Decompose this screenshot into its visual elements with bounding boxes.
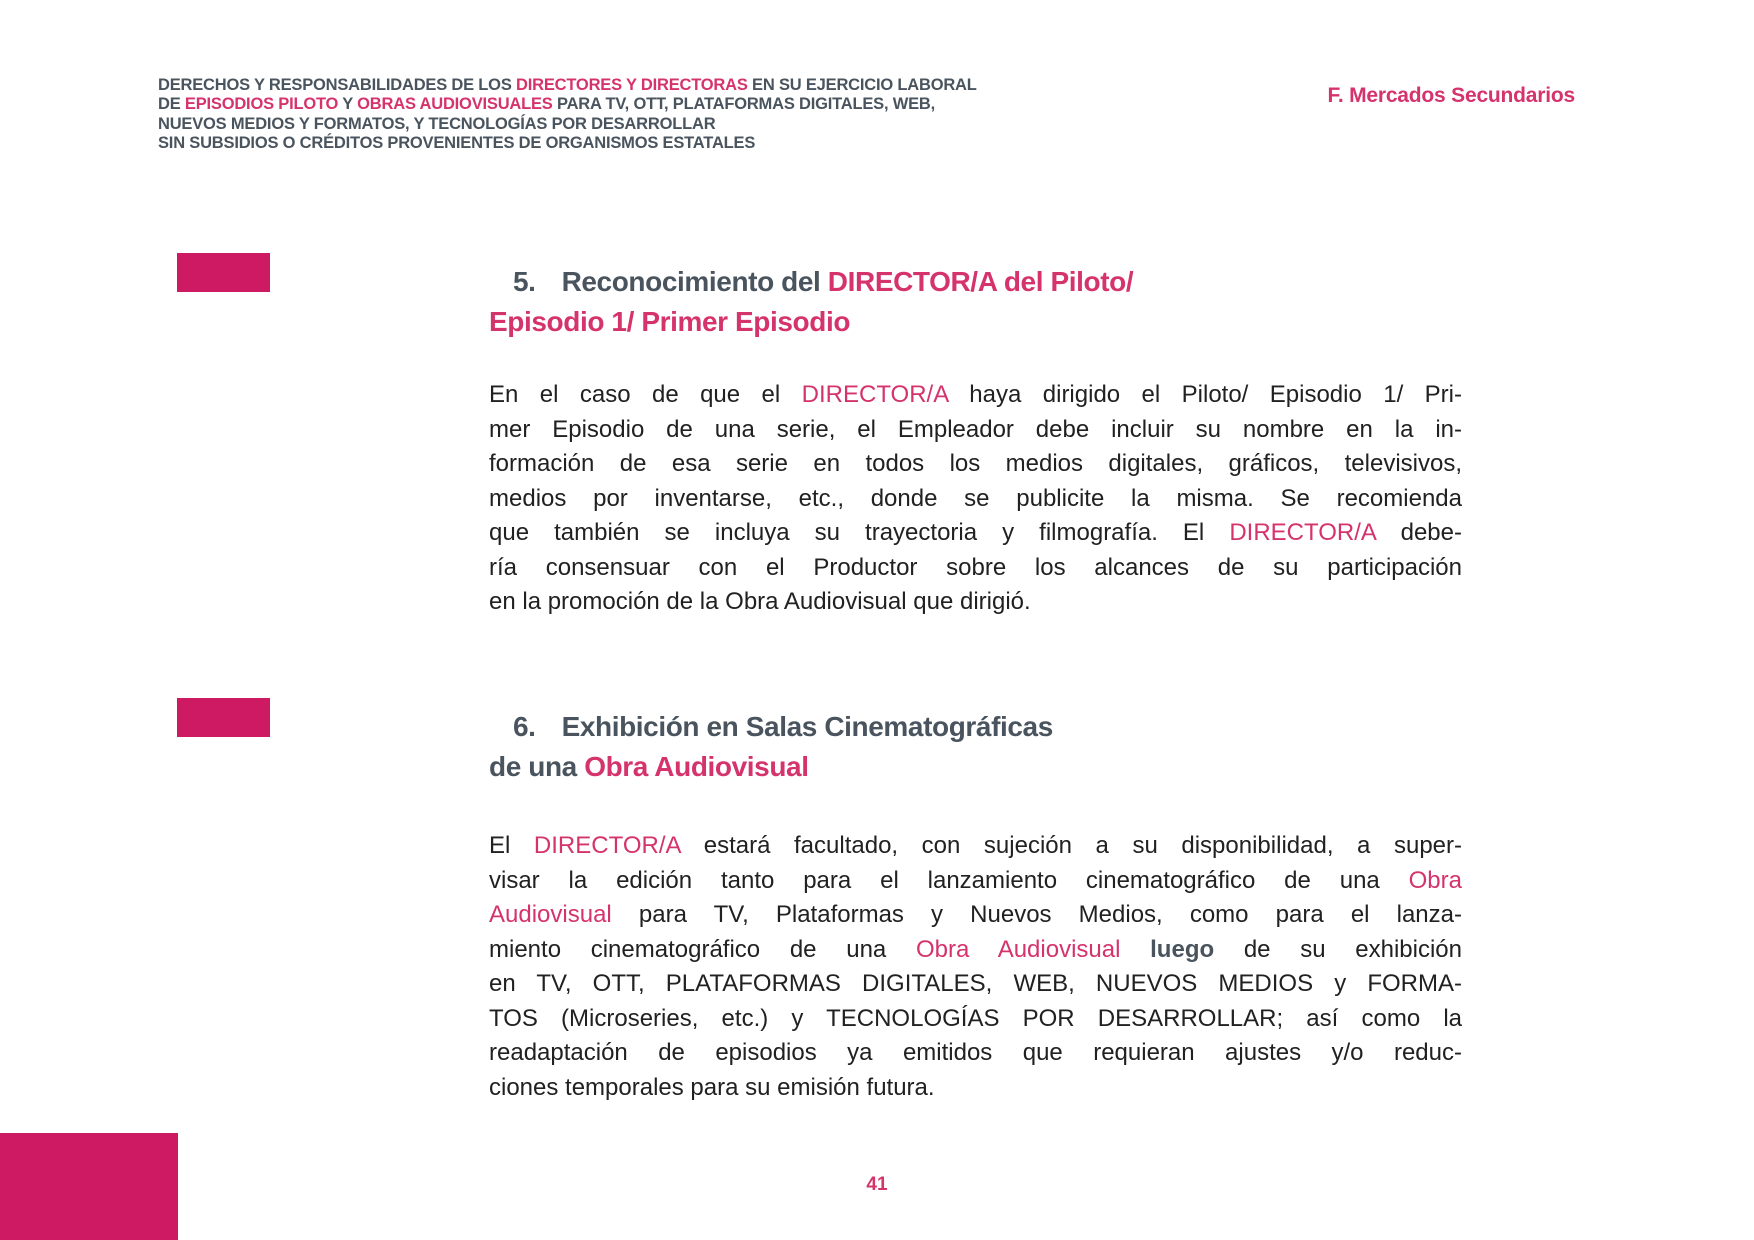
- text-line: [158, 76, 977, 95]
- text-segment: haya dirigido el Piloto/ Episodio 1/ Pri-: [947, 381, 1462, 408]
- text-line: [489, 378, 1462, 413]
- text-segment: En el caso de que el: [489, 381, 802, 408]
- text-segment: DE: [158, 95, 185, 114]
- text-segment: DERECHOS Y RESPONSABILIDADES DE LOS: [158, 76, 517, 94]
- text-segment: DIRECTOR/A del Piloto/: [827, 266, 1134, 297]
- text-segment: OBRAS AUDIOVISUALES: [357, 95, 553, 114]
- text-segment: de una: [489, 751, 585, 782]
- text-segment: formación de esa serie en todos los medios digitales, gráficos, televisivos,: [489, 450, 1462, 477]
- text-line: [489, 551, 1462, 586]
- text-line: [489, 898, 1462, 933]
- text-segment: ría consensuar con el Productor sobre los alcances de su participación: [489, 553, 1462, 581]
- text-segment: PARA TV, OTT, PLATAFORMAS DIGITALES, WEB,: [552, 95, 936, 114]
- text-line: [489, 262, 1462, 302]
- text-line: [489, 829, 1462, 864]
- text-line: [489, 1036, 1462, 1071]
- section-marker: [177, 253, 270, 292]
- text-line: [489, 302, 1462, 342]
- text-segment: estará facultado, con sujeción a su disponibilidad, a super-: [680, 832, 1463, 859]
- section-6-heading: [489, 707, 1462, 787]
- text-segment: 6.: [513, 711, 536, 742]
- text-segment: [1120, 936, 1150, 963]
- page-number: 41: [866, 1174, 888, 1195]
- text-line: [158, 115, 977, 134]
- text-segment: en TV, OTT, PLATAFORMAS DIGITALES, WEB, NUEVOS MEDIOS y FORMA-: [489, 970, 1462, 997]
- text-segment: Obra Audiovisual: [584, 751, 809, 782]
- text-segment: DIRECTOR/A: [1229, 519, 1376, 546]
- text-segment: Exhibición en Salas Cinematográficas: [561, 711, 1053, 742]
- text-segment: mer Episodio de una serie, el Empleador debe incluir su nombre en la in-: [489, 415, 1462, 443]
- text-segment: para TV, Plataformas y Nuevos Medios, como para el lanza-: [611, 901, 1462, 928]
- text-segment: Obra Audiovisual: [915, 935, 1121, 963]
- text-line: [158, 95, 977, 114]
- text-line: [489, 482, 1462, 517]
- text-line: [489, 933, 1462, 968]
- text-segment: EN SU EJERCICIO LABORAL: [747, 76, 977, 94]
- text-segment: luego: [1150, 935, 1215, 963]
- text-line: [489, 864, 1462, 899]
- text-line: [489, 707, 1462, 747]
- text-line: [489, 1071, 1462, 1106]
- text-line: [158, 134, 977, 153]
- section-marker: [177, 698, 270, 737]
- section-5-heading: [489, 262, 1462, 342]
- text-segment: ciones temporales para su emisión futura.: [489, 1073, 935, 1101]
- chapter-label: F. Mercados Secundarios: [1327, 84, 1575, 107]
- text-line: [489, 413, 1462, 448]
- text-segment: NUEVOS MEDIOS Y FORMATOS, Y TECNOLOGÍAS POR DESARROLLAR: [158, 114, 716, 133]
- text-segment: TOS (Microseries, etc.) y TECNOLOGÍAS POR DESARROLLAR; así como la: [489, 1004, 1462, 1032]
- text-segment: 5.: [513, 266, 536, 297]
- text-line: [489, 747, 1462, 787]
- text-segment: debe-: [1375, 519, 1462, 546]
- text-segment: El: [489, 832, 534, 859]
- text-segment: DIRECTOR/A: [801, 381, 948, 408]
- section-5-paragraph: [489, 378, 1462, 620]
- text-segment: miento cinematográfico de una: [489, 935, 916, 963]
- text-segment: Audiovisual: [489, 901, 612, 928]
- text-segment: visar la edición tanto para el lanzamiento cinematográfico de una: [489, 866, 1409, 894]
- text-line: [489, 1002, 1462, 1037]
- text-segment: EPISODIOS PILOTO: [184, 95, 339, 114]
- text-segment: de su exhibición: [1214, 935, 1462, 963]
- text-line: [489, 585, 1462, 620]
- text-segment: DIRECTORES Y DIRECTORAS: [516, 76, 748, 94]
- text-segment: SIN SUBSIDIOS O CRÉDITOS PROVENIENTES DE ORGANISMOS ESTATALES: [158, 134, 756, 153]
- section-6-paragraph: [489, 829, 1462, 1105]
- text-segment: Y: [338, 95, 358, 114]
- text-segment: DIRECTOR/A: [533, 832, 681, 859]
- text-line: [489, 967, 1462, 1002]
- text-segment: Reconocimiento del: [561, 266, 828, 297]
- text-segment: readaptación de episodios ya emitidos que requieran ajustes y/o reduc-: [489, 1039, 1462, 1066]
- text-segment: en la promoción de la Obra Audiovisual que dirigió.: [489, 588, 1031, 615]
- text-segment: medios por inventarse, etc., donde se publicite la misma. Se recomienda: [489, 484, 1462, 512]
- text-segment: Episodio 1/ Primer Episodio: [489, 306, 851, 337]
- text-segment: Obra: [1408, 866, 1462, 894]
- text-line: [489, 447, 1462, 482]
- text-line: [489, 516, 1462, 551]
- document-title: [158, 76, 977, 154]
- text-segment: que también se incluya su trayectoria y filmografía. El: [489, 519, 1230, 546]
